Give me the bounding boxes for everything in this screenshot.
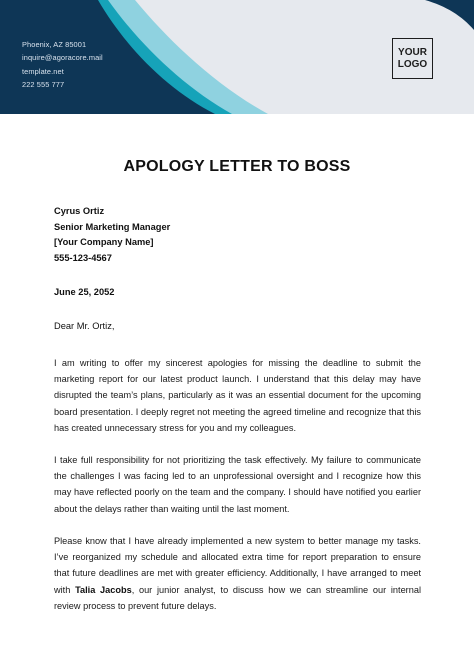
letter-title: APOLOGY LETTER TO BOSS	[123, 158, 351, 175]
contact-email: inquire@agoracore.mail	[22, 53, 103, 63]
body-paragraph-3	[54, 533, 421, 614]
letterhead-banner	[0, 0, 474, 114]
sender-company: [Your Company Name]	[54, 237, 154, 248]
company-logo	[392, 38, 433, 79]
sender-position: Senior Marketing Manager	[54, 221, 171, 232]
sender-block	[54, 204, 170, 266]
contact-website: template.net	[22, 66, 64, 76]
logo-line-1: YOUR	[398, 46, 427, 58]
body-paragraph-1: I am writing to offer my sincerest apologies for missing the deadline to submit the marketing report for our latest product launch. I understand that this delay may have disrupted the team’s plans, particularly as it was an essential document for the upcoming board presentation. I deeply regret not meeting the agreed timeline and recognize that this has created unnecessary stress for you and my colleagues.	[54, 358, 421, 433]
letter-date: June 25, 2052	[54, 287, 115, 297]
analyst-name: Talia Jacobs	[75, 584, 132, 595]
paragraph-3-text-end: , our junior analyst, to discuss how we can streamline our internal review process to prevent future delays.	[54, 584, 421, 611]
salutation: Dear Mr. Ortiz,	[54, 321, 115, 331]
contact-address: Phoenix, AZ 85001	[22, 40, 87, 49]
sender-name: Cyrus Ortiz	[54, 206, 105, 216]
logo-line-2: LOGO	[397, 58, 428, 70]
sender-phone: 555-123-4567	[54, 252, 112, 263]
contact-phone: 222 555 777	[22, 79, 65, 89]
paragraph-3-text-start: Please know that I have already implemented a new system to better manage my tasks. I’ve reorganized my schedule and allocated extra time for report preparation to ensure that future deadlines are met with greater efficiency. Additionally, I have arranged to meet with	[54, 536, 421, 595]
body-paragraph-2: I take full responsibility for not prioritizing the task effectively. My failure to communicate the challenges I was facing led to an unprofessional oversight and I recognize how this may have reflected poorly on the team and the company. I should have notified you earlier about the delays rather than waiting until the last moment.	[54, 455, 421, 514]
contact-info	[22, 38, 103, 91]
